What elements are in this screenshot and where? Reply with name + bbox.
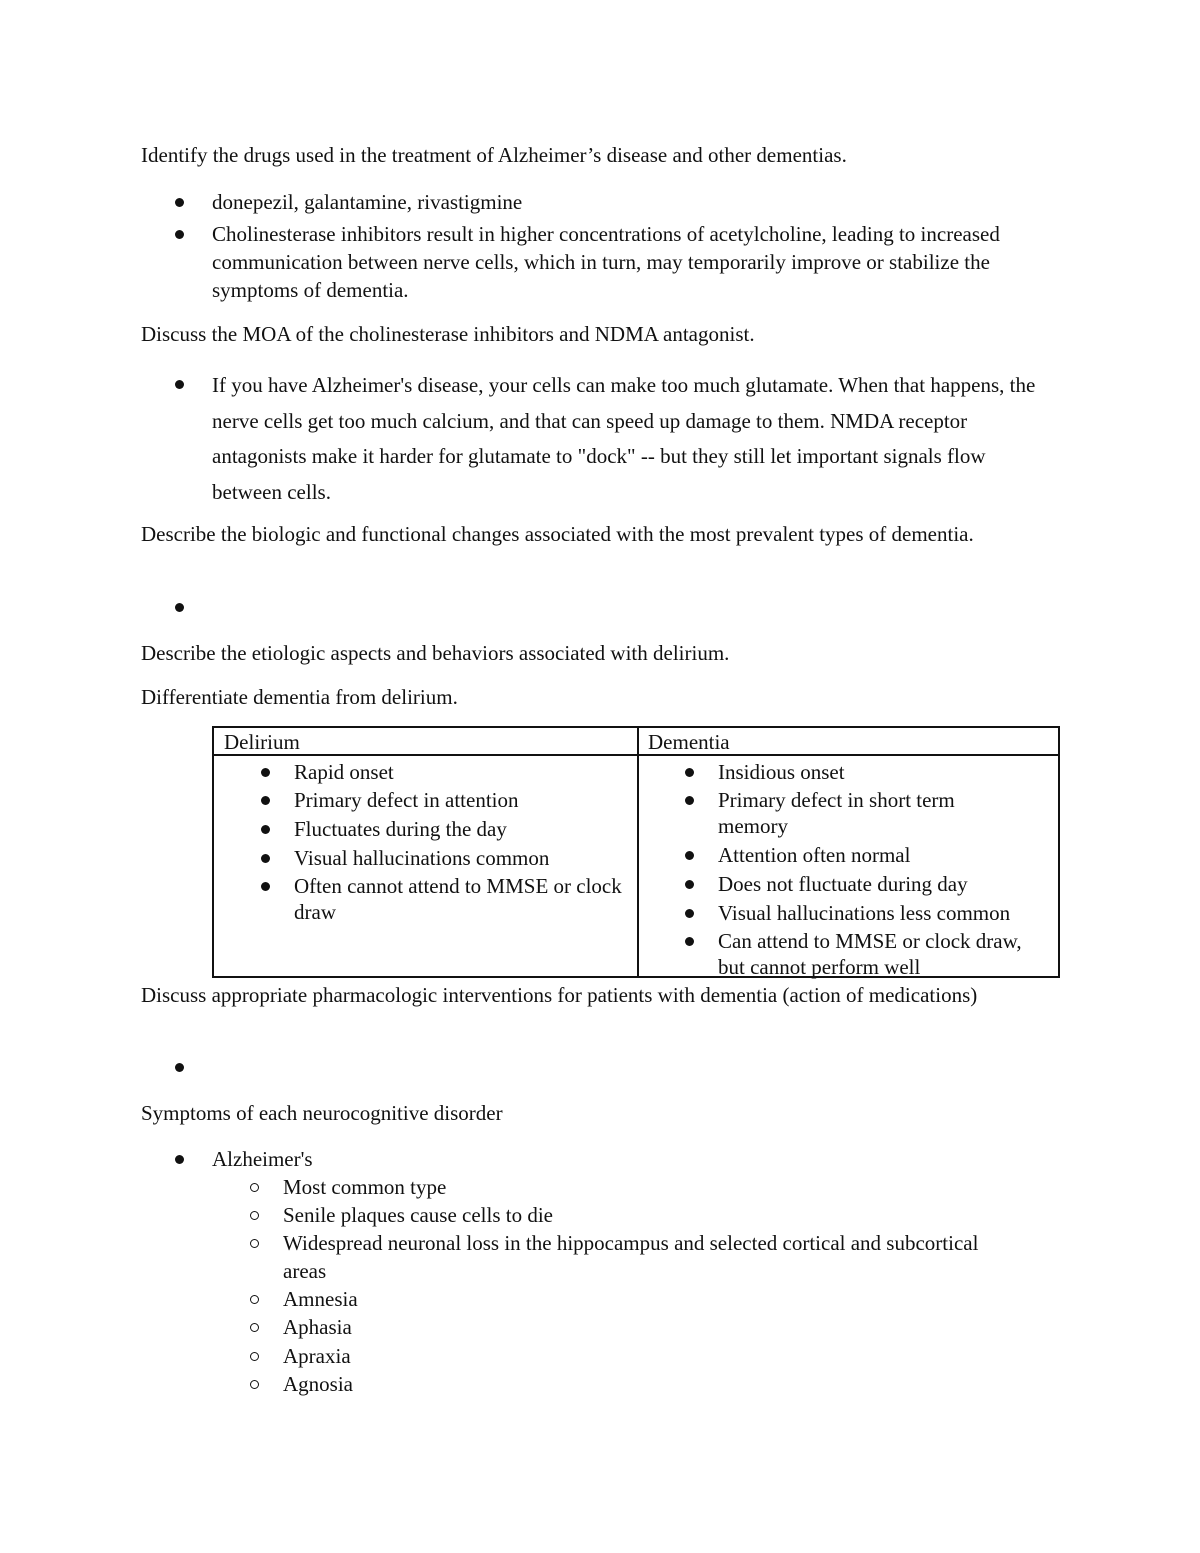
- bullet-icon: [175, 230, 184, 239]
- bullet-icon: [175, 380, 184, 389]
- sub-list-item: Senile plaques cause cells to die: [283, 1203, 553, 1227]
- list-item: Alzheimer's: [212, 1147, 313, 1171]
- sub-list-item: Amnesia: [283, 1287, 358, 1311]
- section-heading-delirium-etiology: Describe the etiologic aspects and behaviors associated with delirium.: [141, 641, 730, 665]
- table-cell-item: Rapid onset: [294, 760, 394, 784]
- sub-bullet-icon: [250, 1211, 259, 1220]
- table-header-delirium: Delirium: [224, 730, 300, 754]
- section-heading-symptoms: Symptoms of each neurocognitive disorder: [141, 1101, 503, 1125]
- table-header-dementia: Dementia: [648, 730, 730, 754]
- table-cell-item: Visual hallucinations less common: [718, 901, 1011, 925]
- bullet-icon: [685, 909, 694, 918]
- bullet-icon: [175, 198, 184, 207]
- section-heading-moa: Discuss the MOA of the cholinesterase inhibitors and NDMA antagonist.: [141, 322, 755, 346]
- table-cell-item: Insidious onset: [718, 760, 845, 784]
- table-cell-item: Does not fluctuate during day: [718, 872, 968, 896]
- list-item: donepezil, galantamine, rivastigmine: [212, 190, 523, 214]
- bullet-icon: [261, 882, 270, 891]
- table-cell-item: Can attend to MMSE or clock draw, but cannot perform well: [718, 929, 1022, 979]
- bullet-icon: [175, 1155, 184, 1164]
- sub-list-item: Widespread neuronal loss in the hippocampus and selected cortical and subcortical areas: [283, 1231, 979, 1283]
- section-heading-biologic-changes: Describe the biologic and functional changes associated with the most prevalent types of dementia.: [141, 522, 974, 546]
- table-cell-item: Fluctuates during the day: [294, 817, 507, 841]
- comparison-table: [212, 726, 1060, 978]
- sub-list-item: Apraxia: [283, 1344, 351, 1368]
- bullet-icon: [685, 768, 694, 777]
- sub-bullet-icon: [250, 1352, 259, 1361]
- sub-bullet-icon: [250, 1380, 259, 1389]
- table-cell-item: Attention often normal: [718, 843, 911, 867]
- bullet-icon: [261, 768, 270, 777]
- bullet-icon: [685, 796, 694, 805]
- list-item: If you have Alzheimer's disease, your cells can make too much glutamate. When that happens, the nerve cells get too much calcium, and that can speed up damage to them. NMDA receptor antagonists make it harder for glutamate to "dock" -- but they still let important signals flow between cells.: [212, 373, 1036, 504]
- table-cell-item: Primary defect in attention: [294, 788, 519, 812]
- table-header-divider: [214, 754, 1058, 756]
- list-item: Cholinesterase inhibitors result in higher concentrations of acetylcholine, leading to increased communication between nerve cells, which in turn, may temporarily improve or stabilize the symptoms of dementia.: [212, 222, 1000, 302]
- table-cell-item: Often cannot attend to MMSE or clock draw: [294, 874, 622, 924]
- bullet-icon: [685, 851, 694, 860]
- bullet-icon: [685, 937, 694, 946]
- sub-bullet-icon: [250, 1295, 259, 1304]
- sub-list-item: Agnosia: [283, 1372, 353, 1396]
- sub-bullet-icon: [250, 1323, 259, 1332]
- table-cell-item: Visual hallucinations common: [294, 846, 550, 870]
- bullet-icon: [175, 603, 184, 612]
- sub-bullet-icon: [250, 1183, 259, 1192]
- bullet-icon: [175, 1063, 184, 1072]
- section-heading-pharmacologic: Discuss appropriate pharmacologic interventions for patients with dementia (action of medications): [141, 983, 978, 1007]
- bullet-icon: [261, 854, 270, 863]
- table-cell-item: Primary defect in short term memory: [718, 788, 955, 838]
- sub-bullet-icon: [250, 1239, 259, 1248]
- table-column-divider: [637, 728, 639, 976]
- bullet-icon: [685, 880, 694, 889]
- section-heading-drugs: Identify the drugs used in the treatment of Alzheimer’s disease and other dementias.: [141, 143, 847, 167]
- section-heading-differentiate: Differentiate dementia from delirium.: [141, 685, 458, 709]
- sub-list-item: Most common type: [283, 1175, 447, 1199]
- bullet-icon: [261, 825, 270, 834]
- sub-list-item: Aphasia: [283, 1315, 352, 1339]
- bullet-icon: [261, 796, 270, 805]
